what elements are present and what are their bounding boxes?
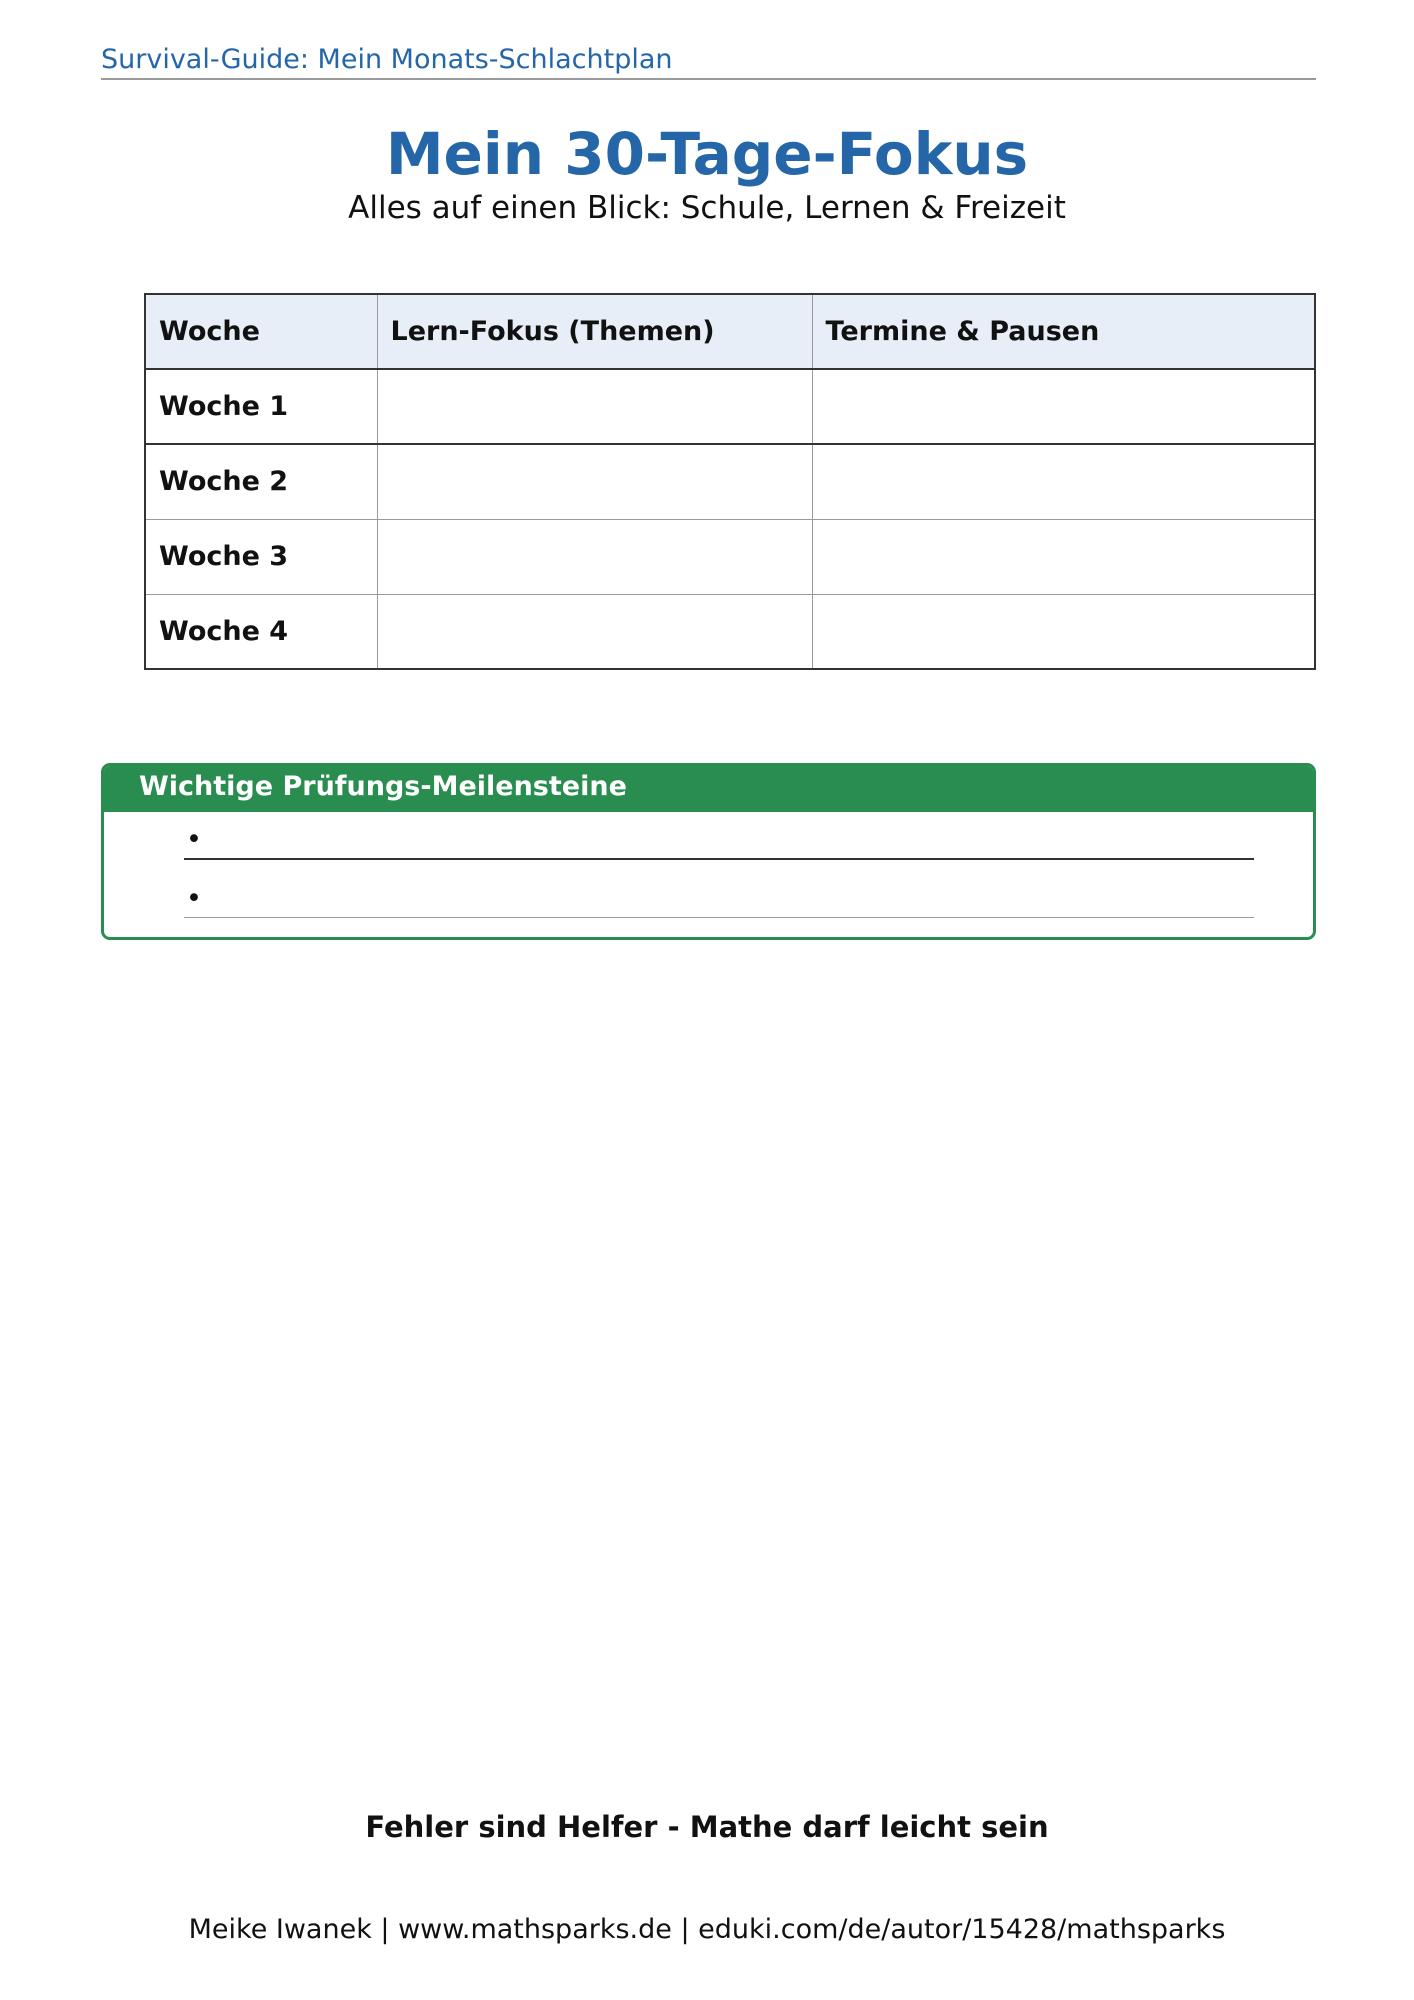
weekly-plan-table: [144, 293, 1316, 670]
column-header-dates: Termine & Pausen: [812, 294, 1315, 369]
focus-cell[interactable]: [377, 369, 812, 444]
page-subtitle: Alles auf einen Blick: Schule, Lernen & Freizeit: [348, 190, 1066, 226]
dates-cell[interactable]: [812, 519, 1315, 594]
week-label: Woche 4: [145, 594, 377, 669]
footer-credits: Meike Iwanek | www.mathsparks.de | eduki.com/de/autor/15428/mathsparks: [188, 1914, 1226, 1945]
focus-cell[interactable]: [377, 519, 812, 594]
week-label: Woche 2: [145, 444, 377, 519]
running-header-title: Survival-Guide: Mein Monats-Schlachtplan: [101, 44, 673, 75]
running-header: [101, 40, 1316, 80]
dates-cell[interactable]: [812, 594, 1315, 669]
table-header-row: [145, 294, 1315, 369]
milestones-heading: Wichtige Prüfungs-Meilensteine: [104, 766, 1313, 812]
week-label: Woche 1: [145, 369, 377, 444]
milestone-entry-line[interactable]: [184, 917, 1254, 918]
column-header-focus: Lern-Fokus (Themen): [377, 294, 812, 369]
bullet-icon: •: [186, 883, 202, 914]
milestones-box: [101, 763, 1316, 940]
dates-cell[interactable]: [812, 444, 1315, 519]
dates-cell[interactable]: [812, 369, 1315, 444]
week-label: Woche 3: [145, 519, 377, 594]
table-row: [145, 519, 1315, 594]
table-row: [145, 369, 1315, 444]
table-row: [145, 594, 1315, 669]
focus-cell[interactable]: [377, 444, 812, 519]
page-title: Mein 30-Tage-Fokus: [385, 120, 1029, 188]
column-header-week: Woche: [145, 294, 377, 369]
milestone-entry-line[interactable]: [184, 858, 1254, 860]
table-row: [145, 444, 1315, 519]
focus-cell[interactable]: [377, 594, 812, 669]
bullet-icon: •: [186, 824, 202, 855]
motto: Fehler sind Helfer - Mathe darf leicht sein: [365, 1810, 1049, 1844]
